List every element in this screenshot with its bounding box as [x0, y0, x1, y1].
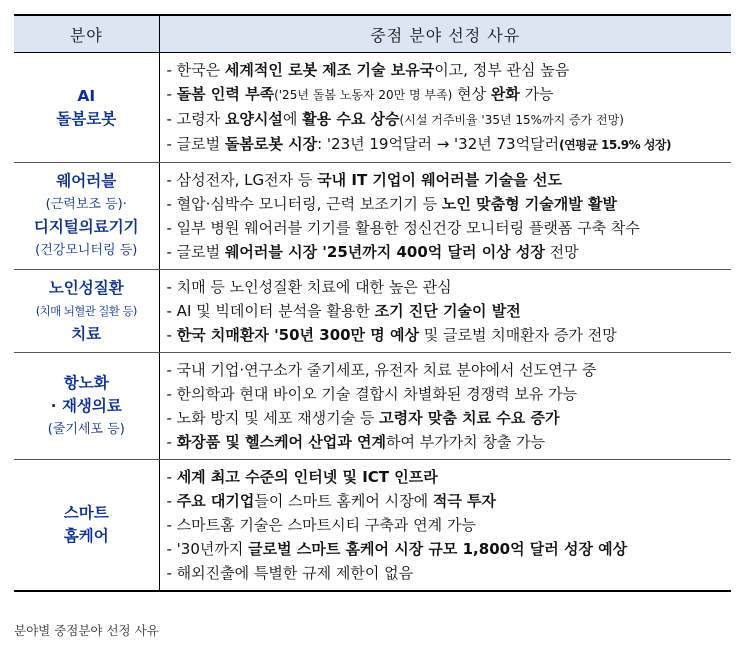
reason-text: - 삼성전자, LG전자 등	[166, 171, 318, 189]
reason-line	[167, 132, 732, 157]
field-label: AI	[77, 86, 96, 105]
reason-text: 주요 대기업	[176, 492, 255, 510]
table-row	[14, 460, 731, 592]
reason-line	[167, 358, 732, 382]
field-label: (치매 뇌혈관 질환 등)	[35, 303, 137, 318]
reason-text: - 한국은	[166, 61, 225, 79]
reason-line	[167, 216, 732, 240]
table-row	[14, 270, 731, 353]
reason-text: -	[166, 433, 177, 451]
reason-text: - 국내 기업·연구소가 줄기세포, 유전자 치료 분야에서 선도연구 중	[166, 361, 597, 379]
reason-text: 완화	[490, 85, 520, 103]
reason-text: 가능	[519, 85, 554, 103]
reason-line	[167, 240, 732, 264]
reason-text: - 노화 방지 및 세포 재생기술 등	[166, 409, 380, 427]
reason-text: 세계 최고 수준의 인터넷 및 ICT 인프라	[176, 468, 438, 486]
reason-text: - 글로벌	[166, 243, 225, 261]
reason-text: 이고, 정부 관심 높음	[434, 61, 570, 79]
table-header-row	[14, 15, 731, 53]
reasons-table	[14, 14, 731, 592]
table-caption: 분야별 중점분야 선정 사유	[14, 623, 159, 638]
reason-text: 에	[282, 110, 303, 128]
field-label: (근력보조 등)·	[45, 197, 127, 212]
header-field: 분야	[14, 15, 159, 53]
reason-cell	[159, 353, 731, 460]
field-label: 웨어러블	[56, 172, 117, 190]
reason-text: ('25년 돌봄 노동자 20만 명 부족)	[274, 88, 453, 102]
reason-cell	[159, 53, 731, 163]
reason-text: (시설 거주비율 '35년 15%까지 증가 전망)	[399, 113, 624, 127]
reason-text: - 스마트홈 기술은 스마트시티 구축과 연계 가능	[166, 516, 476, 534]
reason-line	[167, 513, 732, 537]
reason-text: 한국 치매환자 '50년 300만 명 예상	[176, 326, 419, 344]
reason-text: 활용 수요 상승	[302, 110, 400, 128]
table-row	[14, 53, 731, 163]
field-cell	[14, 353, 159, 460]
reason-text: 요양시설	[224, 110, 283, 128]
reasons-table-container	[14, 14, 731, 592]
reason-text: 국내 IT 기업이 웨어러블 기술을 선도	[317, 171, 562, 189]
reason-text: 화장품 및 헬스케어 산업과 연계	[176, 433, 386, 451]
reason-line	[167, 430, 732, 454]
field-label: 홈케어	[63, 527, 109, 545]
field-label: (줄기세포 등)	[47, 421, 125, 437]
reason-text: 적극 투자	[432, 492, 497, 510]
reason-line	[167, 82, 732, 107]
reason-line	[167, 275, 732, 299]
reason-text: 세계적인 로봇 제조 기술 보유국	[224, 61, 435, 79]
field-cell	[14, 460, 159, 592]
reason-text: - 일부 병원 웨어러블 기기를 활용한 정신건강 모니터링 플랫폼 구축 착수	[166, 219, 640, 237]
reason-text: - '30년까지	[166, 540, 249, 558]
reason-text: - 혈압·심박수 모니터링, 근력 보조기기 등	[166, 195, 442, 213]
reason-line	[167, 561, 732, 585]
header-reason: 중점 분야 선정 사유	[159, 15, 731, 53]
field-label: (건강모니터링 등)	[35, 243, 138, 258]
reason-text: 웨어러블 시장 '25년까지 400억 달러 이상 성장	[224, 243, 545, 261]
reason-line	[167, 382, 732, 406]
reason-text: 노인 맞춤형 기술개발 활발	[441, 195, 617, 213]
reason-text: 고령자 맞춤 치료 수요 증가	[379, 409, 560, 427]
reason-text: 하여 부가가치 창출 가능	[385, 433, 546, 451]
reason-text: 돌봄로봇 시장	[224, 135, 318, 153]
reason-text: - AI 및 빅데이터 분석을 활용한	[166, 302, 375, 320]
reason-line	[167, 489, 732, 513]
reason-text: 현상	[452, 85, 491, 103]
reason-line	[167, 537, 732, 561]
reason-text: 및 글로벌 치매환자 증가 전망	[418, 326, 617, 344]
table-row	[14, 353, 731, 460]
reason-cell	[159, 163, 731, 270]
reason-text: - 글로벌	[166, 135, 225, 153]
reason-text: - 해외진출에 특별한 규제 제한이 없음	[166, 564, 414, 582]
reason-text: 돌봄 인력 부족	[176, 85, 275, 103]
field-label: 스마트	[63, 504, 109, 522]
reason-text: 글로벌 스마트 홈케어 시장 규모 1,800억 달러 성장 예상	[248, 540, 628, 558]
reason-text: - 고령자	[166, 110, 225, 128]
reason-cell	[159, 460, 731, 592]
reason-text: : '23년 19억달러 → '32년 73억달러	[317, 135, 560, 153]
reason-text: - 한의학과 현대 바이오 기술 결합시 차별화된 경쟁력 보유 가능	[166, 385, 578, 403]
field-label: 디지털의료기기	[33, 218, 139, 236]
field-label: 항노화	[63, 373, 109, 392]
reason-text: -	[166, 85, 177, 103]
reason-text: 전망	[544, 243, 579, 261]
reason-line	[167, 192, 732, 216]
reason-text: 조기 진단 기술이 발전	[374, 302, 521, 320]
reason-text: 들이 스마트 홈케어 시장에	[254, 492, 433, 510]
reason-line	[167, 406, 732, 430]
field-label: · 재생의료	[50, 396, 122, 415]
field-label: 치료	[71, 324, 102, 343]
reason-line	[167, 299, 732, 323]
field-cell	[14, 270, 159, 353]
reason-text: - 치매 등 노인성질환 치료에 대한 높은 관심	[166, 278, 452, 296]
field-label: 돌봄로봇	[56, 109, 117, 128]
field-label: 노인성질환	[48, 278, 124, 297]
reason-text: (연평균 15.9% 성장)	[559, 138, 671, 152]
reason-line	[167, 323, 732, 347]
reason-line	[167, 168, 732, 192]
reason-line	[167, 58, 732, 82]
reason-text: -	[166, 468, 177, 486]
field-cell	[14, 53, 159, 163]
table-body	[14, 53, 731, 592]
reason-line	[167, 107, 732, 132]
reason-text: -	[166, 326, 177, 344]
table-row	[14, 163, 731, 270]
reason-cell	[159, 270, 731, 353]
field-cell	[14, 163, 159, 270]
reason-line	[167, 465, 732, 489]
reason-text: -	[166, 492, 177, 510]
